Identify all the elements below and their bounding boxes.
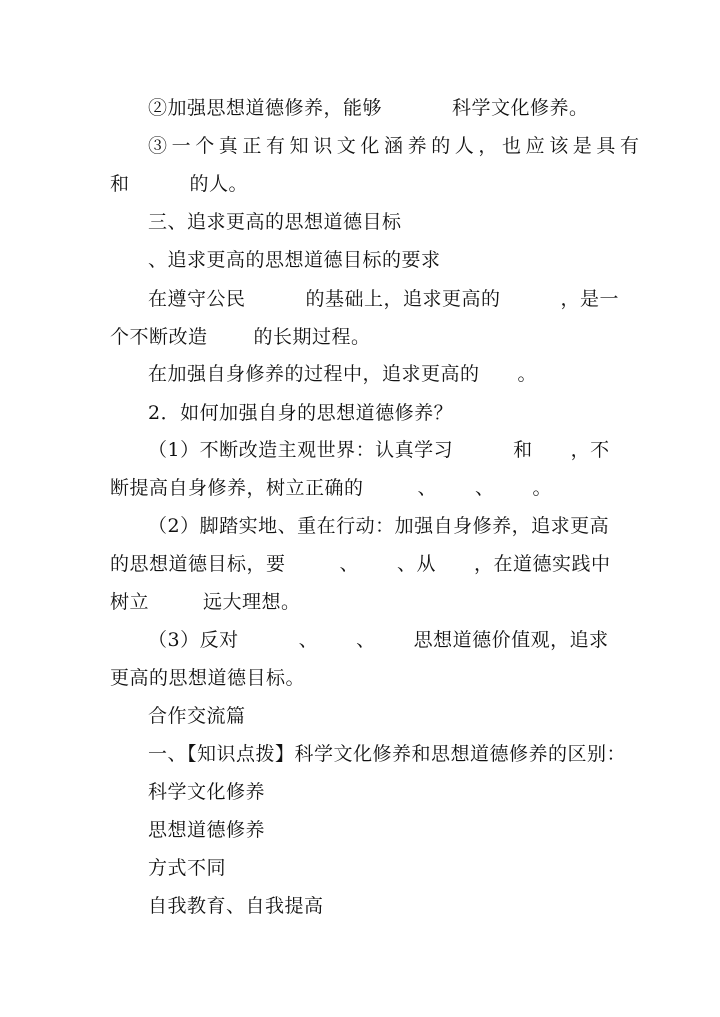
text-line: （3）反对 、 、 思想道德价值观，追求	[148, 629, 609, 651]
text-line: 自我教育、自我提高	[148, 895, 324, 917]
text-line: 的思想道德目标，要 、 、从 ，在道德实践中	[110, 553, 611, 575]
text-line: 更高的思想道德目标。	[110, 667, 306, 689]
text-line: （2）脚踏实地、重在行动：加强自身修养，追求更高	[148, 515, 610, 537]
text-line: ③一个真正有知识文化涵养的人，也应该是具有	[148, 135, 644, 157]
text-line: 断提高自身修养，树立正确的 、 、 。	[110, 477, 553, 499]
subsection-heading: 、追求更高的思想道德目标的要求	[148, 249, 441, 271]
text-line: （1）不断改造主观世界：认真学习 和 ，不	[148, 439, 610, 461]
text-line: 个不断改造 的长期过程。	[110, 326, 371, 348]
text-line: 树立 远大理想。	[110, 591, 301, 613]
text-line: 和 的人。	[110, 173, 249, 195]
text-line: 在加强自身修养的过程中，追求更高的 。	[148, 363, 538, 385]
section-heading: 三、追求更高的思想道德目标	[148, 211, 402, 233]
section-heading: 合作交流篇	[148, 705, 246, 727]
text-line: 思想道德修养	[148, 819, 266, 841]
text-line: 在遵守公民 的基础上，追求更高的 ，是一	[148, 288, 620, 310]
text-line: ②加强思想道德修养，能够 科学文化修养。	[148, 97, 589, 119]
text-line: 科学文化修养	[148, 781, 266, 803]
text-line: 方式不同	[148, 857, 227, 879]
section-heading: 一、【知识点拨】科学文化修养和思想道德修养的区别：	[148, 743, 627, 765]
question-heading: 2．如何加强自身的思想道德修养？	[148, 402, 454, 424]
